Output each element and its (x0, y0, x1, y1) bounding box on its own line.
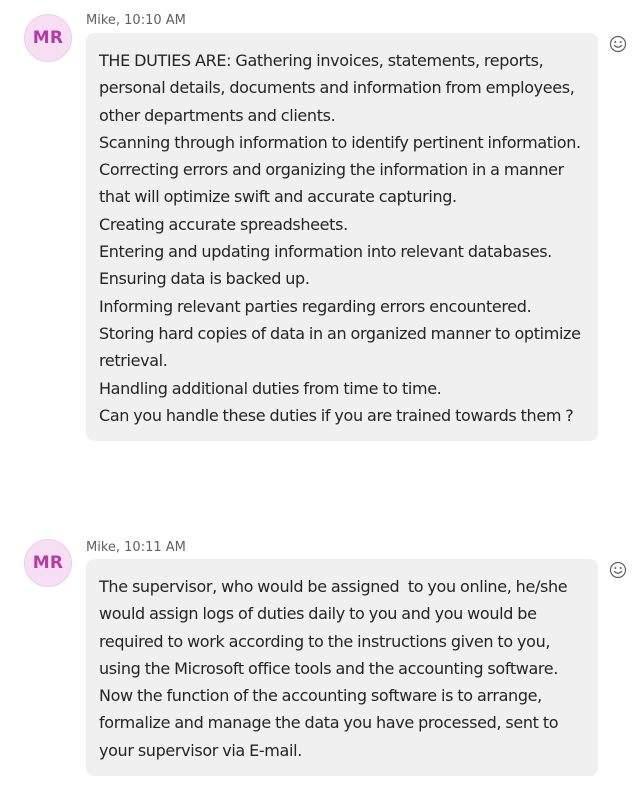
message-line: personal details, documents and information from employees, (99, 78, 575, 98)
message-line: The supervisor, who would be assigned to you online, he/she (99, 577, 568, 596)
avatar[interactable] (24, 14, 72, 62)
message-line: Creating accurate spreadsheets. (99, 214, 348, 234)
message-line: THE DUTIES ARE: Gathering invoices, statements, reports, (99, 51, 544, 70)
message-meta: Mike, 10:11 AM (86, 540, 186, 555)
message-line: your supervisor via E-mail. (99, 740, 302, 760)
message-line: would assign logs of duties daily to you and you would be (99, 604, 537, 624)
message-line: Informing relevant parties regarding errors encountered. (99, 296, 532, 316)
message-line: Now the function of the accounting software is to arrange, (99, 686, 542, 706)
message-bubble (86, 559, 598, 776)
message-line: Can you handle these duties if you are trained towards them ? (99, 405, 574, 425)
message-line: retrieval. (99, 351, 168, 371)
message-line: formalize and manage the data you have processed, sent to (99, 713, 559, 733)
message-line: Correcting errors and organizing the information in a manner (99, 160, 564, 180)
smiley-icon[interactable] (608, 560, 628, 580)
message-meta: Mike, 10:10 AM (86, 13, 186, 28)
message-line: Entering and updating information into relevant databases. (99, 242, 552, 262)
message-line: other departments and clients. (99, 105, 336, 125)
message-line: using the Microsoft office tools and the accounting software. (99, 658, 559, 678)
message-line: required to work according to the instructions given to you, (99, 631, 551, 651)
message-line: that will optimize swift and accurate capturing. (99, 187, 457, 207)
message-line: Scanning through information to identify pertinent information. (99, 132, 581, 152)
message-line: Handling additional duties from time to time. (99, 378, 442, 398)
avatar-initials: MR (32, 553, 64, 573)
message-bubble (86, 33, 598, 441)
message-line: Storing hard copies of data in an organized manner to optimize (99, 323, 581, 343)
message-line: Ensuring data is backed up. (99, 269, 310, 289)
avatar-initials: MR (32, 28, 64, 48)
avatar[interactable] (24, 539, 72, 587)
smiley-icon[interactable] (608, 34, 628, 54)
